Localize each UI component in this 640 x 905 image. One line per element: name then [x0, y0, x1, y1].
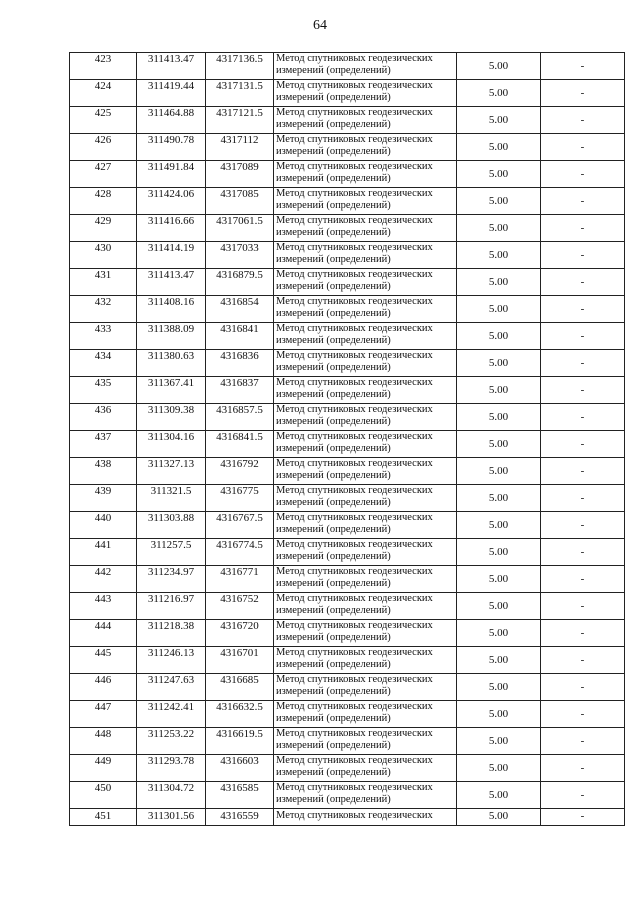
- y-coordinate-cell: 4316841.5: [206, 431, 274, 458]
- method-line-1: Метод спутниковых геодезических: [276, 215, 433, 226]
- description-cell: -: [541, 296, 625, 323]
- y-coordinate-cell: 4317121.5: [206, 107, 274, 134]
- x-coordinate-cell: 311247.63: [137, 674, 206, 701]
- method-line-2: измерений (определений): [276, 227, 391, 238]
- method-line-1: Метод спутниковых геодезических: [276, 755, 433, 766]
- method-cell: [274, 539, 457, 566]
- method-cell: [274, 431, 457, 458]
- description-cell: -: [541, 377, 625, 404]
- method-line-2: измерений (определений): [276, 578, 391, 589]
- x-coordinate-cell: 311367.41: [137, 377, 206, 404]
- method-cell: [274, 458, 457, 485]
- accuracy-cell: 5.00: [457, 134, 541, 161]
- y-coordinate-cell: 4317112: [206, 134, 274, 161]
- method-cell: [274, 53, 457, 80]
- y-coordinate-cell: 4316841: [206, 323, 274, 350]
- accuracy-cell: 5.00: [457, 404, 541, 431]
- table-row: [70, 485, 625, 512]
- table-row: [70, 809, 625, 826]
- description-cell: -: [541, 755, 625, 782]
- method-line-1: Метод спутниковых геодезических: [276, 810, 433, 821]
- y-coordinate-cell: 4317033: [206, 242, 274, 269]
- table-row: [70, 593, 625, 620]
- method-cell: [274, 512, 457, 539]
- table-row: [70, 782, 625, 809]
- table-row: [70, 512, 625, 539]
- method-line-2: измерений (определений): [276, 470, 391, 481]
- point-number-cell: 438: [70, 458, 137, 485]
- table-row: [70, 620, 625, 647]
- description-cell: -: [541, 701, 625, 728]
- point-number-cell: 424: [70, 80, 137, 107]
- method-cell: [274, 404, 457, 431]
- description-cell: -: [541, 107, 625, 134]
- accuracy-cell: 5.00: [457, 809, 541, 826]
- table-row: [70, 107, 625, 134]
- description-cell: -: [541, 728, 625, 755]
- y-coordinate-cell: 4316559: [206, 809, 274, 826]
- table-row: [70, 539, 625, 566]
- x-coordinate-cell: 311253.22: [137, 728, 206, 755]
- method-line-1: Метод спутниковых геодезических: [276, 188, 433, 199]
- accuracy-cell: 5.00: [457, 242, 541, 269]
- y-coordinate-cell: 4316854: [206, 296, 274, 323]
- method-cell: [274, 674, 457, 701]
- x-coordinate-cell: 311419.44: [137, 80, 206, 107]
- method-cell: [274, 782, 457, 809]
- y-coordinate-cell: 4316685: [206, 674, 274, 701]
- y-coordinate-cell: 4316792: [206, 458, 274, 485]
- table-row: [70, 458, 625, 485]
- accuracy-cell: 5.00: [457, 728, 541, 755]
- accuracy-cell: 5.00: [457, 53, 541, 80]
- description-cell: -: [541, 215, 625, 242]
- accuracy-cell: 5.00: [457, 485, 541, 512]
- method-cell: [274, 107, 457, 134]
- description-cell: -: [541, 404, 625, 431]
- accuracy-cell: 5.00: [457, 161, 541, 188]
- point-number-cell: 441: [70, 539, 137, 566]
- description-cell: -: [541, 512, 625, 539]
- point-number-cell: 451: [70, 809, 137, 826]
- x-coordinate-cell: 311257.5: [137, 539, 206, 566]
- point-number-cell: 440: [70, 512, 137, 539]
- description-cell: -: [541, 323, 625, 350]
- x-coordinate-cell: 311327.13: [137, 458, 206, 485]
- y-coordinate-cell: 4316767.5: [206, 512, 274, 539]
- accuracy-cell: 5.00: [457, 620, 541, 647]
- y-coordinate-cell: 4316752: [206, 593, 274, 620]
- description-cell: -: [541, 53, 625, 80]
- accuracy-cell: 5.00: [457, 431, 541, 458]
- method-line-2: измерений (определений): [276, 497, 391, 508]
- description-cell: -: [541, 269, 625, 296]
- table-row: [70, 566, 625, 593]
- method-line-1: Метод спутниковых геодезических: [276, 593, 433, 604]
- method-line-2: измерений (определений): [276, 713, 391, 724]
- method-line-1: Метод спутниковых геодезических: [276, 431, 433, 442]
- method-line-1: Метод спутниковых геодезических: [276, 350, 433, 361]
- method-line-1: Метод спутниковых геодезических: [276, 242, 433, 253]
- point-number-cell: 435: [70, 377, 137, 404]
- method-line-2: измерений (определений): [276, 686, 391, 697]
- table-row: [70, 215, 625, 242]
- table-row: [70, 134, 625, 161]
- x-coordinate-cell: 311416.66: [137, 215, 206, 242]
- description-cell: -: [541, 782, 625, 809]
- method-cell: [274, 242, 457, 269]
- description-cell: -: [541, 674, 625, 701]
- table-row: [70, 350, 625, 377]
- x-coordinate-cell: 311414.19: [137, 242, 206, 269]
- method-cell: [274, 728, 457, 755]
- method-line-1: Метод спутниковых геодезических: [276, 323, 433, 334]
- method-line-2: измерений (определений): [276, 524, 391, 535]
- x-coordinate-cell: 311380.63: [137, 350, 206, 377]
- point-number-cell: 430: [70, 242, 137, 269]
- method-line-1: Метод спутниковых геодезических: [276, 620, 433, 631]
- method-line-2: измерений (определений): [276, 389, 391, 400]
- method-cell: [274, 323, 457, 350]
- method-cell: [274, 809, 457, 826]
- x-coordinate-cell: 311216.97: [137, 593, 206, 620]
- accuracy-cell: 5.00: [457, 80, 541, 107]
- method-line-1: Метод спутниковых геодезических: [276, 161, 433, 172]
- accuracy-cell: 5.00: [457, 215, 541, 242]
- accuracy-cell: 5.00: [457, 269, 541, 296]
- method-line-2: измерений (определений): [276, 416, 391, 427]
- x-coordinate-cell: 311413.47: [137, 269, 206, 296]
- table-row: [70, 674, 625, 701]
- point-number-cell: 444: [70, 620, 137, 647]
- method-line-1: Метод спутниковых геодезических: [276, 728, 433, 739]
- description-cell: -: [541, 242, 625, 269]
- method-line-1: Метод спутниковых геодезических: [276, 566, 433, 577]
- x-coordinate-cell: 311490.78: [137, 134, 206, 161]
- method-cell: [274, 593, 457, 620]
- table-row: [70, 701, 625, 728]
- page-number: 64: [313, 18, 327, 33]
- accuracy-cell: 5.00: [457, 647, 541, 674]
- y-coordinate-cell: 4317085: [206, 188, 274, 215]
- method-line-1: Метод спутниковых геодезических: [276, 782, 433, 793]
- x-coordinate-cell: 311246.13: [137, 647, 206, 674]
- table-row: [70, 728, 625, 755]
- point-number-cell: 449: [70, 755, 137, 782]
- point-number-cell: 423: [70, 53, 137, 80]
- y-coordinate-cell: 4316603: [206, 755, 274, 782]
- method-line-1: Метод спутниковых геодезических: [276, 269, 433, 280]
- x-coordinate-cell: 311242.41: [137, 701, 206, 728]
- x-coordinate-cell: 311304.16: [137, 431, 206, 458]
- method-cell: [274, 188, 457, 215]
- method-line-1: Метод спутниковых геодезических: [276, 377, 433, 388]
- table-row: [70, 323, 625, 350]
- point-number-cell: 433: [70, 323, 137, 350]
- y-coordinate-cell: 4316879.5: [206, 269, 274, 296]
- y-coordinate-cell: 4316619.5: [206, 728, 274, 755]
- description-cell: -: [541, 161, 625, 188]
- point-number-cell: 429: [70, 215, 137, 242]
- method-line-1: Метод спутниковых геодезических: [276, 53, 433, 64]
- method-line-2: измерений (определений): [276, 335, 391, 346]
- description-cell: -: [541, 620, 625, 647]
- table-row: [70, 188, 625, 215]
- point-number-cell: 425: [70, 107, 137, 134]
- accuracy-cell: 5.00: [457, 107, 541, 134]
- accuracy-cell: 5.00: [457, 296, 541, 323]
- method-cell: [274, 80, 457, 107]
- method-line-1: Метод спутниковых геодезических: [276, 404, 433, 415]
- method-cell: [274, 350, 457, 377]
- description-cell: -: [541, 350, 625, 377]
- method-line-2: измерений (определений): [276, 551, 391, 562]
- method-line-2: измерений (определений): [276, 65, 391, 76]
- point-number-cell: 437: [70, 431, 137, 458]
- method-cell: [274, 215, 457, 242]
- description-cell: -: [541, 647, 625, 674]
- point-number-cell: 445: [70, 647, 137, 674]
- accuracy-cell: 5.00: [457, 188, 541, 215]
- method-line-2: измерений (определений): [276, 92, 391, 103]
- y-coordinate-cell: 4316775: [206, 485, 274, 512]
- point-number-cell: 427: [70, 161, 137, 188]
- method-line-2: измерений (определений): [276, 740, 391, 751]
- method-line-1: Метод спутниковых геодезических: [276, 296, 433, 307]
- y-coordinate-cell: 4316774.5: [206, 539, 274, 566]
- table-row: [70, 296, 625, 323]
- method-line-1: Метод спутниковых геодезических: [276, 107, 433, 118]
- method-line-1: Метод спутниковых геодезических: [276, 80, 433, 91]
- method-line-2: измерений (определений): [276, 632, 391, 643]
- point-number-cell: 447: [70, 701, 137, 728]
- accuracy-cell: 5.00: [457, 323, 541, 350]
- x-coordinate-cell: 311424.06: [137, 188, 206, 215]
- x-coordinate-cell: 311309.38: [137, 404, 206, 431]
- x-coordinate-cell: 311304.72: [137, 782, 206, 809]
- x-coordinate-cell: 311293.78: [137, 755, 206, 782]
- x-coordinate-cell: 311388.09: [137, 323, 206, 350]
- method-line-2: измерений (определений): [276, 281, 391, 292]
- table-body: [70, 53, 625, 826]
- accuracy-cell: 5.00: [457, 593, 541, 620]
- method-line-2: измерений (определений): [276, 200, 391, 211]
- y-coordinate-cell: 4317136.5: [206, 53, 274, 80]
- point-number-cell: 434: [70, 350, 137, 377]
- accuracy-cell: 5.00: [457, 701, 541, 728]
- description-cell: -: [541, 539, 625, 566]
- method-line-1: Метод спутниковых геодезических: [276, 458, 433, 469]
- method-line-2: измерений (определений): [276, 659, 391, 670]
- method-line-2: измерений (определений): [276, 794, 391, 805]
- accuracy-cell: 5.00: [457, 539, 541, 566]
- y-coordinate-cell: 4316701: [206, 647, 274, 674]
- y-coordinate-cell: 4316632.5: [206, 701, 274, 728]
- y-coordinate-cell: 4316837: [206, 377, 274, 404]
- method-cell: [274, 701, 457, 728]
- x-coordinate-cell: 311301.56: [137, 809, 206, 826]
- point-number-cell: 439: [70, 485, 137, 512]
- method-line-1: Метод спутниковых геодезических: [276, 674, 433, 685]
- method-line-2: измерений (определений): [276, 173, 391, 184]
- method-cell: [274, 269, 457, 296]
- description-cell: -: [541, 431, 625, 458]
- point-number-cell: 446: [70, 674, 137, 701]
- method-cell: [274, 485, 457, 512]
- method-cell: [274, 377, 457, 404]
- x-coordinate-cell: 311491.84: [137, 161, 206, 188]
- method-cell: [274, 566, 457, 593]
- description-cell: -: [541, 188, 625, 215]
- y-coordinate-cell: 4316857.5: [206, 404, 274, 431]
- accuracy-cell: 5.00: [457, 458, 541, 485]
- point-number-cell: 426: [70, 134, 137, 161]
- point-number-cell: 443: [70, 593, 137, 620]
- method-cell: [274, 161, 457, 188]
- method-line-1: Метод спутниковых геодезических: [276, 647, 433, 658]
- description-cell: -: [541, 80, 625, 107]
- method-line-2: измерений (определений): [276, 308, 391, 319]
- method-line-2: измерений (определений): [276, 362, 391, 373]
- method-line-1: Метод спутниковых геодезических: [276, 134, 433, 145]
- method-line-1: Метод спутниковых геодезических: [276, 701, 433, 712]
- accuracy-cell: 5.00: [457, 377, 541, 404]
- point-number-cell: 442: [70, 566, 137, 593]
- method-cell: [274, 755, 457, 782]
- table-row: [70, 431, 625, 458]
- accuracy-cell: 5.00: [457, 566, 541, 593]
- method-line-2: измерений (определений): [276, 605, 391, 616]
- y-coordinate-cell: 4316585: [206, 782, 274, 809]
- method-line-2: измерений (определений): [276, 254, 391, 265]
- method-line-1: Метод спутниковых геодезических: [276, 512, 433, 523]
- method-cell: [274, 620, 457, 647]
- point-number-cell: 448: [70, 728, 137, 755]
- accuracy-cell: 5.00: [457, 674, 541, 701]
- method-cell: [274, 296, 457, 323]
- table-row: [70, 404, 625, 431]
- x-coordinate-cell: 311218.38: [137, 620, 206, 647]
- x-coordinate-cell: 311413.47: [137, 53, 206, 80]
- description-cell: -: [541, 593, 625, 620]
- description-cell: -: [541, 458, 625, 485]
- description-cell: -: [541, 809, 625, 826]
- method-line-1: Метод спутниковых геодезических: [276, 539, 433, 550]
- y-coordinate-cell: 4316771: [206, 566, 274, 593]
- table-row: [70, 377, 625, 404]
- method-line-2: измерений (определений): [276, 443, 391, 454]
- accuracy-cell: 5.00: [457, 782, 541, 809]
- table-row: [70, 647, 625, 674]
- method-cell: [274, 134, 457, 161]
- method-line-2: измерений (определений): [276, 146, 391, 157]
- table-row: [70, 242, 625, 269]
- x-coordinate-cell: 311321.5: [137, 485, 206, 512]
- x-coordinate-cell: 311464.88: [137, 107, 206, 134]
- method-cell: [274, 647, 457, 674]
- y-coordinate-cell: 4317061.5: [206, 215, 274, 242]
- description-cell: -: [541, 566, 625, 593]
- table-row: [70, 755, 625, 782]
- table-row: [70, 161, 625, 188]
- x-coordinate-cell: 311234.97: [137, 566, 206, 593]
- method-line-2: измерений (определений): [276, 119, 391, 130]
- y-coordinate-cell: 4316836: [206, 350, 274, 377]
- description-cell: -: [541, 485, 625, 512]
- table-row: [70, 269, 625, 296]
- point-number-cell: 432: [70, 296, 137, 323]
- method-line-1: Метод спутниковых геодезических: [276, 485, 433, 496]
- point-number-cell: 431: [70, 269, 137, 296]
- method-line-2: измерений (определений): [276, 767, 391, 778]
- accuracy-cell: 5.00: [457, 755, 541, 782]
- accuracy-cell: 5.00: [457, 512, 541, 539]
- description-cell: -: [541, 134, 625, 161]
- x-coordinate-cell: 311408.16: [137, 296, 206, 323]
- point-number-cell: 450: [70, 782, 137, 809]
- y-coordinate-cell: 4317089: [206, 161, 274, 188]
- coordinates-table: [69, 52, 625, 826]
- y-coordinate-cell: 4316720: [206, 620, 274, 647]
- accuracy-cell: 5.00: [457, 350, 541, 377]
- table-row: [70, 80, 625, 107]
- point-number-cell: 428: [70, 188, 137, 215]
- point-number-cell: 436: [70, 404, 137, 431]
- y-coordinate-cell: 4317131.5: [206, 80, 274, 107]
- x-coordinate-cell: 311303.88: [137, 512, 206, 539]
- table-row: [70, 53, 625, 80]
